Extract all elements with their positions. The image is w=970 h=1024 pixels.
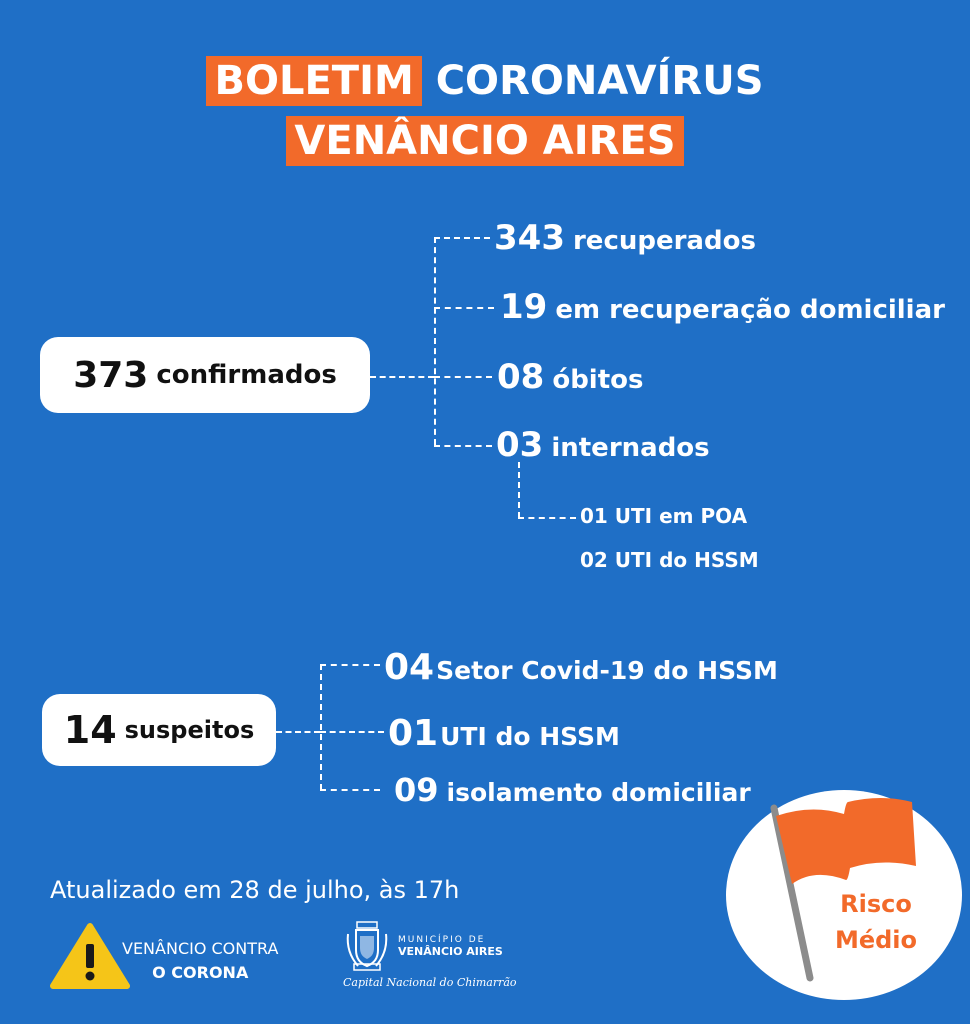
connector-sbranch-1 [320,664,380,666]
stat-label: Setor Covid-19 do HSSM [436,656,778,685]
crest-icon [344,920,390,972]
connector-branch-3 [434,376,492,378]
stat-number: 03 [496,425,544,465]
stat-label: internados [551,433,710,463]
connector-suspected-vertical [320,664,322,790]
title-highlight-city: VENÂNCIO AIRES [286,116,683,166]
stat-number: 19 [500,287,548,327]
connector-sbranch-2 [320,731,384,733]
suspect-uti [388,713,620,754]
title-coronavirus: CORONAVÍRUS [435,58,764,104]
stat-number: 04 [384,647,435,688]
stat-number: 343 [494,218,565,258]
stat-label: isolamento domiciliar [446,778,751,807]
detail-label: 02 UTI do HSSM [580,548,759,572]
campaign-line-1: VENÂNCIO CONTRA [122,939,279,958]
suspect-home-isolation [394,771,751,809]
confirmed-label: confirmados [156,360,337,390]
risk-badge [726,790,962,1000]
suspected-pill [42,694,276,766]
stat-home-recovery [500,287,945,327]
connector-confirmed-vertical [434,237,436,445]
connector-branch-2 [434,307,494,309]
hospitalized-detail-1 [580,506,747,526]
stat-label: óbitos [552,365,644,395]
campaign-line-2: O CORONA [152,963,249,982]
stat-number: 01 [388,713,439,754]
stat-label: UTI do HSSM [440,722,620,751]
stat-deaths [497,357,644,397]
title-line-1 [0,58,970,104]
warning-icon [50,922,130,990]
municipality-line-2: VENÂNCIO AIRES [398,944,503,958]
connector-uti [518,517,576,519]
confirmed-pill [40,337,370,413]
hospitalized-detail-2 [580,550,759,570]
municipality-tagline: Capital Nacional do Chimarrão [343,976,517,989]
connector-branch-4 [434,445,492,447]
suspected-number: 14 [63,708,117,752]
municipality-name [398,936,503,958]
risk-line-1: Risco [840,890,912,918]
stat-label: recuperados [572,226,756,256]
suspected-label: suspeitos [124,716,255,744]
municipality-line-1: MUNICÍPIO DE [398,935,486,945]
risk-level [826,886,926,958]
risk-line-2: Médio [834,926,918,954]
stat-number: 09 [394,771,439,809]
connector-branch-1 [434,237,490,239]
updated-timestamp: Atualizado em 28 de julho, às 17h [50,876,460,904]
confirmed-number: 373 [73,354,149,396]
connector-confirmed [370,376,434,378]
detail-label: 01 UTI em POA [580,504,748,528]
stat-hospitalized [496,425,710,465]
title-line-2 [0,118,970,164]
suspect-covid-sector [384,647,778,688]
connector-sbranch-3 [320,789,380,791]
stat-number: 08 [497,357,545,397]
campaign-text [122,937,278,985]
stat-label: em recuperação domiciliar [555,295,945,325]
connector-hospitalized [518,462,520,518]
stat-recovered [494,218,756,258]
connector-suspected [276,731,320,733]
title-highlight-boletim: BOLETIM [206,56,421,106]
